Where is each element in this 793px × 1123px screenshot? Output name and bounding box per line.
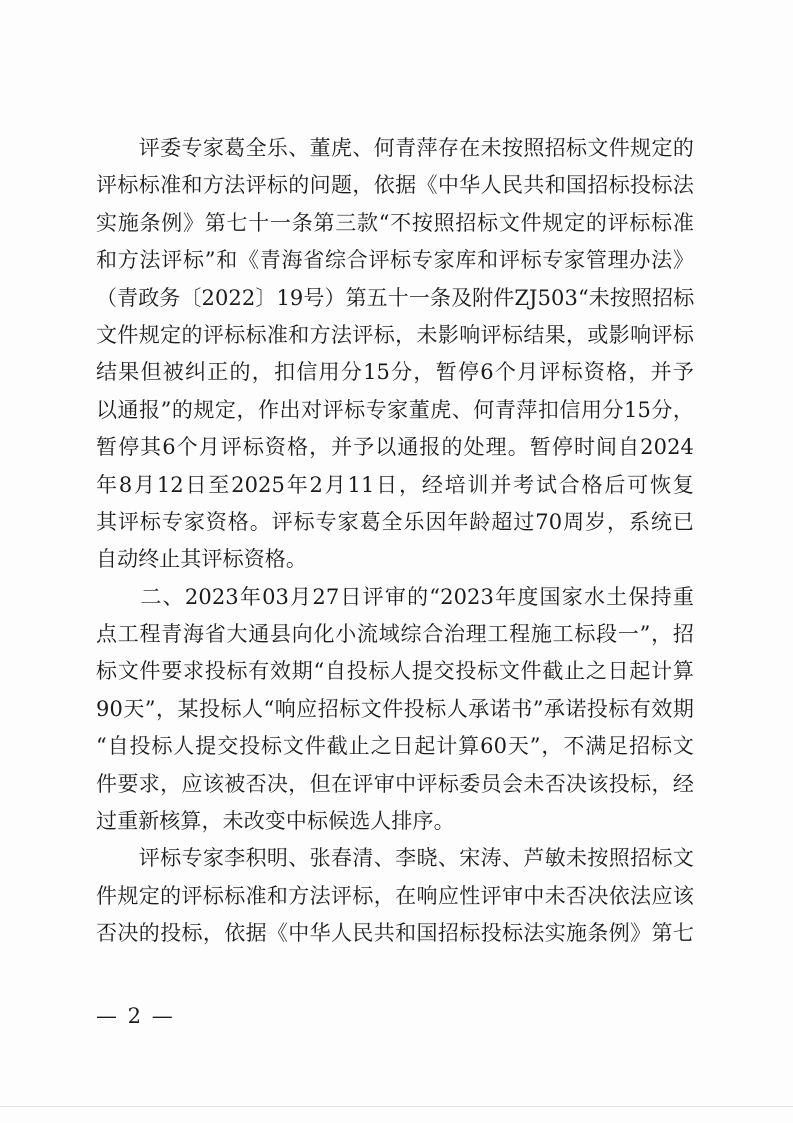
text-line: 评标标准和方法评标的问题，依据《中华人民共和国招标投标法 <box>96 173 694 198</box>
text-line: 90天”，某投标人“响应招标文件投标人承诺书”承诺投标有效期 <box>96 696 694 721</box>
text-line: 过重新核算，未改变中标候选人排序。 <box>96 809 455 834</box>
page-number: — 2 — <box>96 1004 175 1028</box>
text-line: 结果但被纠正的，扣信用分15分，暂停6个月评标资格，并予 <box>96 360 694 385</box>
text-line: 评委专家葛全乐、董虎、何青萍存在未按照招标文件规定的 <box>96 136 694 160</box>
text-line: 暂停其6个月评标资格，并予以通报的处理。暂停时间自2024 <box>96 435 694 460</box>
text-line: 其评标专家资格。评标专家葛全乐因年龄超过70周岁，系统已 <box>96 509 694 534</box>
body-text <box>96 130 694 953</box>
text-line: 文件规定的评标标准和方法评标，未影响评标结果，或影响评标 <box>96 322 694 347</box>
text-line: 否决的投标，依据《中华人民共和国招标投标法实施条例》第七 <box>96 921 694 946</box>
text-line: 和方法评标”和《青海省综合评标专家库和评标专家管理办法》 <box>96 248 694 273</box>
text-line: “自投标人提交投标文件截止之日起计算60天”，不满足招标文 <box>96 734 694 759</box>
scan-edge-divider <box>0 1106 793 1107</box>
text-line: 件要求，应该被否决，但在评审中评标委员会未否决该投标，经 <box>96 771 694 796</box>
text-line: 评标专家李积明、张春清、李晓、宋涛、芦敏未按照招标文 <box>96 846 694 871</box>
text-line: 年8月12日至2025年2月11日，经培训并考试合格后可恢复 <box>96 472 694 497</box>
text-line: 点工程青海省大通县向化小流域综合治理工程施工标段一”，招 <box>96 622 694 647</box>
text-line: 件规定的评标标准和方法评标，在响应性评审中未否决依法应该 <box>96 883 694 908</box>
text-line: 实施条例》第七十一条第三款“不按照招标文件规定的评标标准 <box>96 210 694 235</box>
text-line: （青政务〔2022〕19号）第五十一条及附件ZJ503“未按照招标 <box>96 285 695 310</box>
text-line: 以通报”的规定，作出对评标专家董虎、何青萍扣信用分15分， <box>96 397 694 422</box>
text-line: 自动终止其评标资格。 <box>96 547 307 572</box>
text-line: 二、2023年03月27日评审的“2023年度国家水土保持重 <box>96 584 694 609</box>
text-line: 标文件要求投标有效期“自投标人提交投标文件截止之日起计算 <box>96 659 694 684</box>
